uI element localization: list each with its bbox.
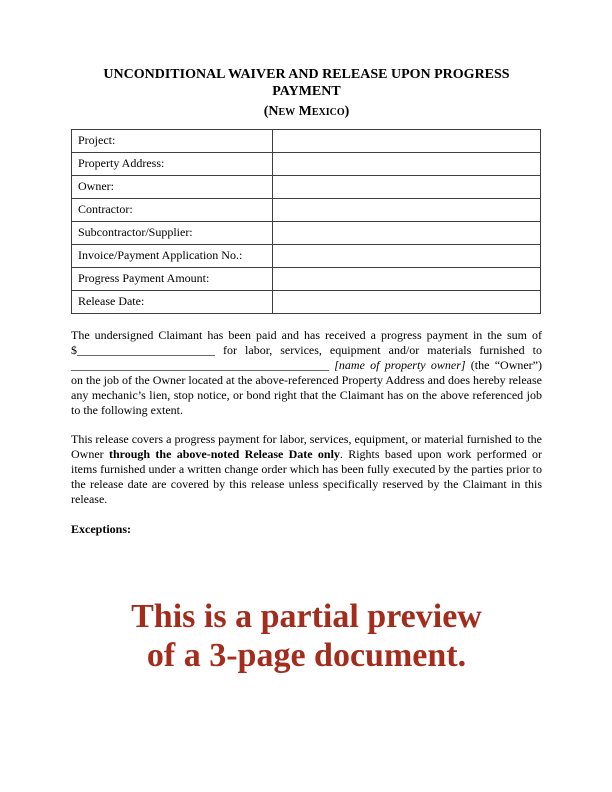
- table-row: [72, 130, 541, 153]
- preview-notice: [71, 597, 542, 675]
- table-row: [72, 199, 541, 222]
- project-info-table-body: [72, 130, 541, 314]
- field-label: Progress Payment Amount:: [72, 268, 273, 291]
- text-segment: The undersigned Claimant has been paid and has received a progress payment in the sum of $: [71, 328, 542, 357]
- text-segment: This release covers a progress payment for labor, services, equipment, or material furnished to the Owner: [71, 432, 542, 461]
- project-info-table: [71, 129, 541, 314]
- amount-blank: _______________________: [77, 343, 215, 357]
- field-value: [273, 291, 541, 314]
- field-value: [273, 153, 541, 176]
- payment-paragraph: [71, 328, 542, 418]
- field-value: [273, 199, 541, 222]
- field-value: [273, 268, 541, 291]
- release-scope-paragraph: [71, 432, 542, 507]
- field-value: [273, 245, 541, 268]
- field-label: Contractor:: [72, 199, 273, 222]
- text-segment: for labor, services, equipment and/or materials furnished to: [215, 343, 542, 357]
- owner-name-blank: ___________________________________________: [71, 358, 329, 372]
- table-row: [72, 176, 541, 199]
- table-row: [72, 153, 541, 176]
- document-subtitle: (New Mexico): [263, 104, 350, 119]
- field-label: Owner:: [72, 176, 273, 199]
- preview-notice-line2: of a 3-page document.: [146, 637, 467, 674]
- preview-notice-line1: This is a partial preview: [131, 598, 482, 635]
- field-label: Project:: [72, 130, 273, 153]
- table-row: [72, 245, 541, 268]
- field-value: [273, 176, 541, 199]
- release-date-emphasis: through the above-noted Release Date only: [108, 447, 340, 461]
- field-label: Subcontractor/Supplier:: [72, 222, 273, 245]
- field-label: Release Date:: [72, 291, 273, 314]
- exceptions-heading: Exceptions:: [71, 522, 131, 536]
- table-row: [72, 291, 541, 314]
- field-label: Invoice/Payment Application No.:: [72, 245, 273, 268]
- table-row: [72, 268, 541, 291]
- document-title: UNCONDITIONAL WAIVER AND RELEASE UPON PROGRESS PAYMENT: [103, 67, 510, 99]
- field-value: [273, 222, 541, 245]
- field-label: Property Address:: [72, 153, 273, 176]
- field-value: [273, 130, 541, 153]
- table-row: [72, 222, 541, 245]
- text-segment: (the “Owner”) on the job of the Owner located at the above-referenced Property Address and does hereby release any mechanic’s lien, stop notice, or bond right that the Claimant has on the above referenced job to the following extent.: [71, 358, 543, 417]
- owner-name-hint: [name of property owner]: [334, 358, 466, 372]
- text-segment: . Rights based upon work performed or items furnished under a written change order which has been fully executed by the parties prior to the release date are covered by this release unless specifically reserved by the Claimant in this release.: [71, 447, 543, 506]
